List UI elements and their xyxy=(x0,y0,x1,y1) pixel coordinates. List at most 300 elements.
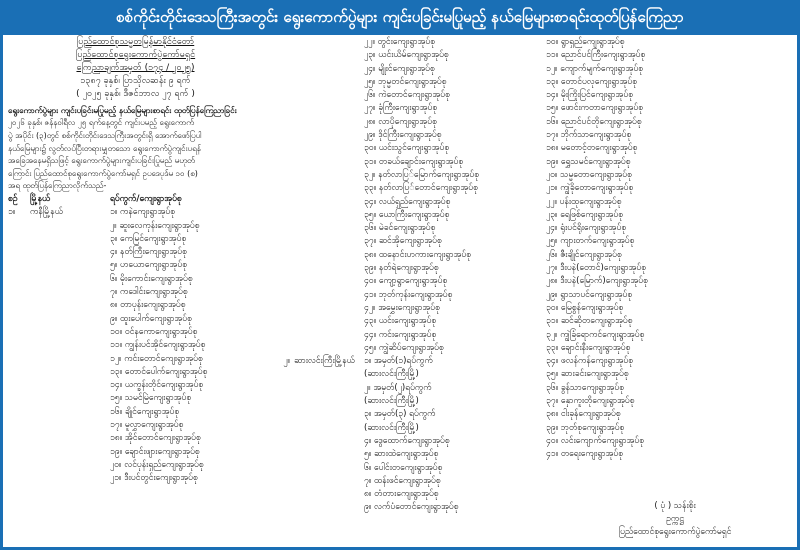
row-township xyxy=(30,459,110,472)
row-township xyxy=(294,156,364,169)
header-no: စဉ် xyxy=(8,193,18,204)
table-row xyxy=(8,406,263,419)
row-no xyxy=(268,275,294,288)
row-ward: ၄၀။ လင်းကျောက်ကျေးရွာအုပ်စု xyxy=(546,435,645,446)
row-township xyxy=(30,273,110,286)
row-no xyxy=(8,313,30,326)
row-ward: ၅။ ဟယောကျေးရွာအုပ်စု xyxy=(110,260,187,271)
row-no xyxy=(520,368,546,381)
row-no xyxy=(520,448,546,461)
table-row xyxy=(8,353,263,366)
table-row xyxy=(268,342,518,355)
row-township xyxy=(30,313,110,326)
row-township xyxy=(30,419,110,432)
table-row xyxy=(8,379,263,392)
table-row xyxy=(520,275,790,288)
row-no xyxy=(8,406,30,419)
row-ward: ၃၀။ မြေစွန်ကျေးရွာအုပ်စု xyxy=(546,302,624,313)
row-ward: ၄၀။ ကျော့ရွာကျေးရွာအုပ်စု xyxy=(364,276,448,287)
row-ward: ၁၂။ ကျောက်မျက်ကျေးရွာအုပ်စု xyxy=(546,63,644,74)
table-row xyxy=(520,235,790,248)
row-township xyxy=(294,408,364,421)
table-row xyxy=(8,339,263,352)
announcement-subtitle: ရွေးကောက်ပွဲများ ကျင်းပခြင်းမပြုမည့် နယ်မြေများစာရင်း ထုတ်ပြန်ကြေညာခြင်း xyxy=(8,106,237,115)
table-row xyxy=(268,462,518,475)
row-no xyxy=(8,459,30,472)
row-ward: ၄၅။ ကျွဲဆိပ်ကျေးရွာအုပ်စု xyxy=(364,342,444,353)
row-ward: ၃၆။ ခွန်သာကျေးရွာအုပ်စု xyxy=(546,382,624,393)
row-no xyxy=(268,249,294,262)
table-row xyxy=(268,355,518,368)
row-no xyxy=(8,419,30,432)
row-ward: ၇။ ထန်းဖင်ကျေးရွာအုပ်စု xyxy=(364,475,441,486)
paragraph-line: ၂၀၂၆ ခုနှစ်၊ ဇန်နဝါရီလ ၂၅ ရက်နေ့တွင် ကျင်းပမည့် ရွေးကောက် xyxy=(8,118,194,128)
row-ward: ၂၉။ ဒိုင်ကြီးကျေးရွာအုပ်စု xyxy=(364,130,442,141)
table-row xyxy=(268,368,518,381)
table-row xyxy=(268,329,518,342)
row-township xyxy=(294,342,364,355)
announcement-header xyxy=(8,36,263,101)
row-no xyxy=(520,129,546,142)
header-commission: ပြည်ထောင်စုရွေးကောက်ပွဲကော်မရှင် xyxy=(75,50,196,60)
middle-list xyxy=(268,36,518,515)
table-row xyxy=(520,209,790,222)
row-ward: ၁၈။ မတောင့်တကျေးရွာအုပ်စု xyxy=(546,143,638,154)
table-row xyxy=(520,49,790,62)
row-township xyxy=(294,129,364,142)
right-column xyxy=(520,36,790,462)
announcement-paragraph xyxy=(8,117,263,193)
row-ward: ၁၄။ မိုးကြိုးပြင်ကျေးရွာအုပ်စု xyxy=(546,90,633,101)
row-ward: ၃၉။ နတ်ရဲကျေးရွာအုပ်စု xyxy=(364,263,439,274)
table-row xyxy=(268,448,518,461)
row-no xyxy=(520,49,546,62)
row-township xyxy=(294,222,364,235)
row-no xyxy=(268,368,294,381)
row-no xyxy=(520,315,546,328)
row-no xyxy=(8,446,30,459)
row-no xyxy=(268,289,294,302)
row-no xyxy=(268,129,294,142)
row-township xyxy=(294,275,364,288)
row-ward: (ဆားလင်းကြီးမြို့) xyxy=(364,422,419,433)
row-township xyxy=(30,366,110,379)
table-row xyxy=(268,156,518,169)
row-ward: ၁၀။ ဝင်နကောကျေးရွာအုပ်စု xyxy=(110,326,198,337)
table-row xyxy=(520,302,790,315)
row-township xyxy=(294,475,364,488)
table-row xyxy=(268,408,518,421)
row-no xyxy=(268,302,294,315)
table-row xyxy=(520,315,790,328)
row-ward: ၂၈။ ဒီးပနဲ(မြောက်)ကျေးရွာအုပ်စု xyxy=(546,276,648,287)
row-no xyxy=(268,49,294,62)
left-list xyxy=(8,206,263,485)
header-ward: ရပ်ကွက်/ကျေးရွာအုပ်စု xyxy=(110,193,182,204)
row-ward: ၄၁။ ဘုတ်ကုန်းကျေးရွာအုပ်စု xyxy=(364,289,453,300)
row-township xyxy=(294,422,364,435)
row-ward: ၁၅။ သမင်မြဲကျေးရွာအုပ်စု xyxy=(110,393,192,404)
row-ward: ၈။ တံတားကျေးရွာအုပ်စု xyxy=(364,489,439,500)
row-ward: ၁၈။ အိုင်တောင်ကျေးရွာအုပ်စု xyxy=(110,433,201,444)
row-ward: ၂၄။ ရုံးပင်ရိုးကျေးရွာအုပ်စု xyxy=(546,223,627,234)
row-no xyxy=(268,222,294,235)
row-ward: ၂၆။ ဇီးချိုင်ကျေးရွာအုပ်စု xyxy=(546,249,622,260)
table-row xyxy=(268,182,518,195)
row-township xyxy=(294,262,364,275)
row-ward: ၃၄။ ဖလန်ကန်ကျေးရွာအုပ်စု xyxy=(546,356,634,367)
table-row xyxy=(520,169,790,182)
table-row xyxy=(268,435,518,448)
row-no xyxy=(268,501,294,514)
signature-name: ( ပုံ ) သန်းစိုး xyxy=(654,501,696,511)
row-no xyxy=(520,36,546,49)
row-no xyxy=(520,89,546,102)
row-no xyxy=(8,339,30,352)
table-row xyxy=(520,129,790,142)
row-ward: ၁။ အမှတ်(၁)ရပ်ကွက် xyxy=(364,356,433,367)
row-ward: ၂၇။ ခုံကြီးကျေးရွာအုပ်စု xyxy=(364,103,438,114)
table-row xyxy=(8,472,263,485)
row-no xyxy=(268,462,294,475)
row-township xyxy=(30,339,110,352)
table-row xyxy=(520,182,790,195)
table-row xyxy=(268,63,518,76)
row-no xyxy=(8,220,30,233)
table-row xyxy=(268,169,518,182)
row-no xyxy=(8,259,30,272)
row-township xyxy=(294,142,364,155)
table-row xyxy=(8,459,263,472)
table-row xyxy=(268,89,518,102)
row-ward: ၅။ ဆားထဲကျေးရွာအုပ်စု xyxy=(364,449,439,460)
table-row xyxy=(520,196,790,209)
right-list xyxy=(520,36,790,462)
row-township xyxy=(294,102,364,115)
table-row xyxy=(520,395,790,408)
table-row xyxy=(8,366,263,379)
table-row xyxy=(268,142,518,155)
row-ward: ၁၄။ ယက္ခန်းတိုင်ကျေးရွာအုပ်စု xyxy=(110,380,204,391)
row-no xyxy=(268,116,294,129)
row-ward: ၉။ ထူးပေါက်ကျေးရွာအုပ်စု xyxy=(110,313,192,324)
row-ward: ၄၃။ ယင်းကျေးရွာအုပ်စု xyxy=(364,316,437,327)
row-no xyxy=(520,342,546,355)
row-no xyxy=(268,408,294,421)
table-row xyxy=(520,289,790,302)
table-row xyxy=(8,392,263,405)
row-no xyxy=(8,379,30,392)
row-ward: ၃၄။ လယ်ရှည်ကျေးရွာအုပ်စု xyxy=(364,196,451,207)
table-row xyxy=(520,102,790,115)
row-no xyxy=(520,235,546,248)
table-row xyxy=(268,36,518,49)
table-row xyxy=(268,129,518,142)
row-township xyxy=(30,286,110,299)
table-row xyxy=(268,315,518,328)
table-row xyxy=(268,102,518,115)
row-ward: ၂၂။ တွင်းကျေးရွာအုပ်စု xyxy=(364,37,436,47)
row-ward: ၉။ လက်ပံတောင်ကျေးရွာအုပ်စု xyxy=(364,502,459,513)
table-row xyxy=(520,156,790,169)
table-row xyxy=(268,262,518,275)
table-row xyxy=(268,475,518,488)
row-township xyxy=(30,472,110,485)
table-row xyxy=(520,329,790,342)
row-township xyxy=(30,432,110,445)
row-township xyxy=(294,169,364,182)
row-ward: ၃၆။ မဲခင်ကျေးရွာအုပ်စု xyxy=(364,223,436,234)
row-ward: ၂။ ဆူးလေကုန်းကျေးရွာအုပ်စု xyxy=(110,220,200,231)
table-row xyxy=(8,206,263,219)
row-township xyxy=(294,182,364,195)
row-ward: ၂၁။ ဒီးပင်တွင်းကျေးရွာအုပ်စု xyxy=(110,473,198,484)
row-no xyxy=(268,156,294,169)
row-no xyxy=(520,289,546,302)
table-row xyxy=(520,355,790,368)
row-township xyxy=(294,209,364,222)
row-township xyxy=(30,259,110,272)
row-township xyxy=(294,196,364,209)
row-no xyxy=(268,89,294,102)
header-myanmar-date: ၁၃၈၇ ခုနှစ်၊ ပြာသိုလဆန်း ၉ ရက် xyxy=(80,76,191,86)
row-township xyxy=(294,488,364,501)
row-ward: ၂၇။ ဒီးပနဲ(တောင်)ကျေးရွာအုပ်စု xyxy=(546,263,647,274)
row-township xyxy=(294,382,364,395)
row-township xyxy=(30,406,110,419)
row-no xyxy=(520,249,546,262)
row-no xyxy=(8,233,30,246)
row-ward: ၂၁။ ကျွဲခိုတောကျေးရွာအုပ်စု xyxy=(546,183,634,194)
table-row xyxy=(268,49,518,62)
row-no xyxy=(520,142,546,155)
row-ward: ၁၉။ ချောင်းဖျားကျေးရွာအုပ်စု xyxy=(110,446,200,457)
row-no xyxy=(520,76,546,89)
table-row xyxy=(268,275,518,288)
row-township xyxy=(294,462,364,475)
row-ward: ၂၅။ ကျားတက်ကျေးရွာအုပ်စု xyxy=(546,236,635,247)
row-ward: ၃၃။ ချောင်းနီးကျေးရွာအုပ်စု xyxy=(546,342,631,353)
table-row xyxy=(520,89,790,102)
row-township xyxy=(294,116,364,129)
row-no xyxy=(520,222,546,235)
row-township xyxy=(294,89,364,102)
row-ward: ၃၁။ တခယ်ချောင်းကျေးရွာအုပ်စု xyxy=(364,156,464,167)
row-ward: ၄။ နတ်ကြီးကျေးရွာအုပ်စု xyxy=(110,247,187,258)
row-no xyxy=(268,182,294,195)
row-no xyxy=(520,275,546,288)
row-no xyxy=(520,302,546,315)
table-header xyxy=(8,193,263,206)
row-township xyxy=(30,220,110,233)
row-ward: ၃၅။ ယောကြီးကျေးရွာအုပ်စု xyxy=(364,209,450,220)
row-ward: ၂၈။ လာပိုကျေးရွာအုပ်စု xyxy=(364,116,437,127)
row-no xyxy=(520,422,546,435)
table-row xyxy=(268,395,518,408)
header-township: မြို့နယ် xyxy=(30,193,51,204)
row-no xyxy=(520,102,546,115)
row-ward: ၂၄။ မျိုးင်ကျေးရွာအုပ်စု xyxy=(364,63,435,74)
row-no xyxy=(520,262,546,275)
row-township: ကနီမြို့နယ် xyxy=(30,207,63,218)
table-row xyxy=(268,116,518,129)
paragraph-line: အခြေအနေမရှိသဖြင့် ရွေးကောက်ပွဲများကျင်းပခြင်းပြုမည် မဟုတ် xyxy=(8,156,195,166)
row-ward: ၈။ တာပုန်းကျေးရွာအုပ်စု xyxy=(110,300,186,311)
row-ward: ၂၆။ ကဲတောင်ကျေးရွာအုပ်စု xyxy=(364,90,450,101)
row-ward: ၃၅။ ဆားခင်းကျေးရွာအုပ်စု xyxy=(546,369,629,380)
table-row xyxy=(520,342,790,355)
row-ward: ၆။ မိုးကောင်းကျေးရွာအုပ်စု xyxy=(110,273,193,284)
banner-title: စစ်ကိုင်းတိုင်းဒေသကြီးအတွင်း ရွေးကောက်ပွဲများ ကျင်းပခြင်းမပြုမည့် နယ်မြေများစာရင်းထုတ်ပြန်ကြေညာ xyxy=(3,3,797,35)
row-township xyxy=(294,235,364,248)
row-ward: ၁၇။ မူလွှာကျေးရွာအုပ်စု xyxy=(110,420,184,431)
table-row xyxy=(520,262,790,275)
row-township xyxy=(30,246,110,259)
row-no xyxy=(268,36,294,49)
table-row xyxy=(8,273,263,286)
row-no xyxy=(520,355,546,368)
row-ward: ၃၀။ ယင်းသွင်ကျေးရွာအုပ်စု xyxy=(364,143,450,154)
row-ward: ၂၀။ လင်ပုန်းရှည်ကျေးရွာအုပ်စု xyxy=(110,459,204,470)
row-ward: ၁၂။ ကင်းတောင်ကျေးရွာအုပ်စု xyxy=(110,353,203,364)
row-no xyxy=(268,63,294,76)
row-ward: ၁၇။ ဘိုက်သာကျေးရွာအုပ်စု xyxy=(546,130,632,141)
row-ward: ၁။ ကနဲကျေးရွာအုပ်စု xyxy=(110,207,176,218)
table-row xyxy=(520,435,790,448)
header-announcement-no: ကြေညာချက်အမှတ် (၁၇၄ / ၂၀၂၅) xyxy=(76,63,195,73)
row-ward: ၇။ ကဒေါင်းကျေးရွာအုပ်စု xyxy=(110,287,188,298)
table-row xyxy=(520,368,790,381)
row-ward: ၃၂။ နတ်လာပြ်မြောက်ကျေးရွာအုပ်စု xyxy=(364,169,480,180)
table-row xyxy=(268,249,518,262)
table-row xyxy=(268,501,518,514)
row-township xyxy=(294,36,364,49)
header-gregorian-date: ( ၂၀၂၅ ခုနှစ်၊ ဒီဇင်ဘာလ ၂၇ ရက် ) xyxy=(76,89,195,99)
row-no xyxy=(520,209,546,222)
signature-title: ဥက္ကဋ္ဌ xyxy=(666,514,684,524)
row-no xyxy=(8,326,30,339)
table-row xyxy=(268,382,518,395)
row-township xyxy=(294,49,364,62)
row-no xyxy=(268,209,294,222)
row-township xyxy=(294,302,364,315)
row-ward: ၃၈။ ငါးခုန်ကျေးရွာအုပ်စု xyxy=(546,409,621,420)
row-township xyxy=(294,315,364,328)
row-township xyxy=(30,392,110,405)
row-no xyxy=(8,366,30,379)
table-row xyxy=(268,196,518,209)
row-ward: ၂၃။ ယင်းယိမ်ကျေးရွာအုပ်စု xyxy=(364,50,449,61)
row-ward: ၁၁။ ကျွန်းပင်အိုင်ကျေးရွာအုပ်စု xyxy=(110,340,206,351)
row-ward: ၃၈။ ထနောင်းဟကားကျေးရွာအုပ်စု xyxy=(364,249,472,260)
row-township xyxy=(294,435,364,448)
row-ward: ၄၂။ အမွှေးကျေးရွာအုပ်စု xyxy=(364,302,440,313)
row-no xyxy=(268,448,294,461)
row-ward: ၁၆။ ချိုင်ကျေးရွာအုပ်စု xyxy=(110,406,180,417)
table-row xyxy=(268,488,518,501)
signature-org: ပြည်ထောင်စုရွေးကောက်ပွဲကော်မရှင် xyxy=(618,527,732,537)
row-ward: ၂။ အမှတ်(၂)ရပ်ကွက် xyxy=(364,382,432,393)
row-no xyxy=(520,435,546,448)
table-row xyxy=(8,446,263,459)
table-row xyxy=(268,289,518,302)
table-row xyxy=(268,222,518,235)
row-township xyxy=(30,233,110,246)
row-no xyxy=(268,76,294,89)
table-row xyxy=(8,259,263,272)
row-township xyxy=(294,289,364,302)
row-ward: ၃။ ကေမြင်ကျေးရွာအုပ်စု xyxy=(110,233,187,244)
table-row xyxy=(8,246,263,259)
row-ward: ၄၁။ တရေးကျေးရွာအုပ်စု xyxy=(546,449,624,460)
row-ward: ၃၃။ နတ်လာပြ်တောင်ကျေးရွာအုပ်စု xyxy=(364,183,478,194)
table-row xyxy=(8,286,263,299)
table-row xyxy=(268,302,518,315)
table-row xyxy=(520,142,790,155)
row-no xyxy=(520,156,546,169)
row-no xyxy=(268,142,294,155)
row-no xyxy=(268,342,294,355)
row-no xyxy=(8,472,30,485)
row-ward: (ဆားလင်းကြီးမြို့) xyxy=(364,369,419,380)
table-row xyxy=(520,116,790,129)
row-no xyxy=(268,382,294,395)
header-country: ပြည်ထောင်စုသမ္မတမြန်မာနိုင်ငံတော် xyxy=(76,37,195,47)
table-row xyxy=(268,209,518,222)
row-township xyxy=(294,395,364,408)
row-no xyxy=(520,196,546,209)
row-ward: ၆။ ပေါင်းတကျေးရွာအုပ်စု xyxy=(364,462,443,473)
table-row xyxy=(520,76,790,89)
row-no xyxy=(268,169,294,182)
table-row xyxy=(268,76,518,89)
row-ward: ၃၇။ နှောကူးတိုကျေးရွာအုပ်စု xyxy=(546,396,635,407)
table-row xyxy=(520,448,790,461)
row-township: ဆားလင်းကြီးမြို့နယ် xyxy=(294,356,355,367)
row-no xyxy=(520,116,546,129)
row-no xyxy=(520,395,546,408)
row-no xyxy=(520,382,546,395)
row-no xyxy=(268,315,294,328)
table-row xyxy=(8,432,263,445)
row-no xyxy=(268,395,294,408)
table-row xyxy=(268,235,518,248)
row-no xyxy=(268,235,294,248)
row-ward: ၂၅။ ဘုမ္မတင်ကျေးရွာအုပ်စု xyxy=(364,76,447,87)
row-township xyxy=(294,368,364,381)
row-ward: ၃၉။ ဘုတ်စုကျေးရွာအုပ်စု xyxy=(546,422,625,433)
table-row xyxy=(8,326,263,339)
row-no xyxy=(268,435,294,448)
row-ward: ၃၂။ ကျွဲခြံရောကင်ကျေးရွာအုပ်စု xyxy=(546,329,645,340)
row-township xyxy=(30,353,110,366)
row-ward: ၃၇။ ဆင်အိုကျေးရွာအုပ်စု xyxy=(364,236,442,247)
row-no xyxy=(520,329,546,342)
row-no xyxy=(520,63,546,76)
table-row xyxy=(520,222,790,235)
paragraph-line: ကြောင်း ပြည်ထောင်စုရွေးကောက်ပွဲကော်မရှင် ဥပဒေပုဒ်မ ၁၀ (စ) xyxy=(8,168,198,178)
row-ward: ၃။ အမှတ်(၃) ရပ်ကွက် xyxy=(364,409,436,420)
row-no: ၂။ xyxy=(283,356,290,367)
row-no xyxy=(520,182,546,195)
row-ward: ၂၃။ ရေဖြစ်ကျေးရွာအုပ်စု xyxy=(546,209,624,220)
row-no xyxy=(8,432,30,445)
row-township xyxy=(30,446,110,459)
table-row xyxy=(520,382,790,395)
row-no xyxy=(268,329,294,342)
row-ward: ၂၂။ ပန်းထုကျေးရွာအုပ်စု xyxy=(546,196,622,207)
table-row xyxy=(8,313,263,326)
